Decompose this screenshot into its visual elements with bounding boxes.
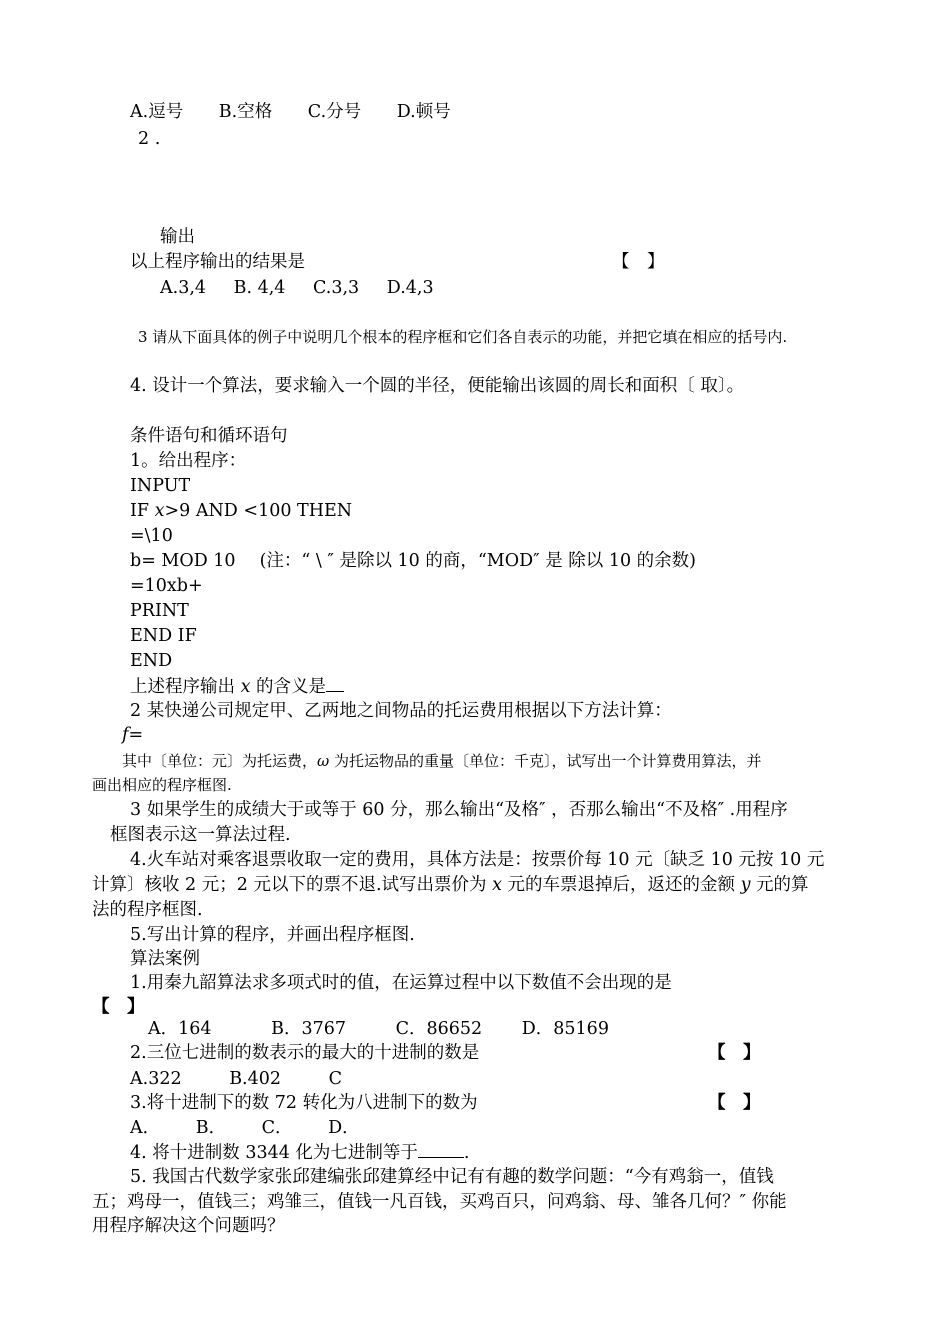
q2-option-c: C.3,3 [313,278,360,298]
code-line-assign: =10xb+ [130,576,203,596]
s1q2-omega: ω [317,752,330,770]
code-line-endif: END IF [130,626,197,646]
s1q4-var-y: y [740,875,751,895]
s1q2-formula [122,724,143,746]
code-line-print: PRINT [130,601,189,621]
s1q4-line2-part3: 元的算 [750,875,809,895]
code-if-keyword: IF [130,501,155,521]
s1q4-var-x: x [492,875,502,895]
code-line-input: INPUT [130,476,191,496]
s1q3-line1: 3 如果学生的成绩大于或等于 60 分，那么输出“及格″ ，否那么输出“不及格″ .用程序 [130,800,788,820]
s1q2-formula-text: f= [122,725,144,745]
s1q1-question-part-a: 上述程序输出 [130,677,241,697]
s2q2-option-c: C [328,1069,342,1089]
s1q3-line2: 框图表示这一算法过程. [110,825,291,845]
s2q3-answer-bracket: 【 】 [708,1093,761,1113]
s2q3-options [130,1117,360,1139]
q4-text: 4. 设计一个算法，要求输入一个圆的半径，便能输出该圆的周长和面积〔 取〕。 [130,376,745,396]
s1q4-line1: 4.火车站对乘客退票收取一定的费用，具体方法是：按票价每 10 元〔缺乏 10 元按 10 元 [130,850,825,870]
q2-output-label: 输出 [160,227,195,247]
s2q3-option-c: C． [261,1118,293,1138]
s2q2-options [130,1068,342,1090]
s1q2-desc-part-a: 其中〔单位：元〕为托运费， [122,752,318,770]
s2q3-option-d: D． [328,1118,360,1138]
s1q1-title: 1。给出程序： [130,451,247,471]
s2q1-answer-bracket: 【 】 [92,997,145,1017]
s2q4-question: 4. 将十进制数 3344 化为七进制等于 [130,1143,418,1163]
code-mod-note: (注：“ \ ″ 是除以 10 的商，“MOD″ 是 除以 10 的余数) [259,551,696,571]
s2q1-option-c: C．86652 [395,1019,483,1039]
s1q1-question-part-b: 的含义是 [250,677,326,697]
section-title-conditional-loop: 条件语句和循环语句 [130,426,288,446]
s2q3-option-a: A． [130,1118,161,1138]
s1q1-question-var: x [240,677,251,697]
s2q4-end: . [463,1143,470,1163]
s1q4-line2-part2: 元的车票退掉后，返还的金额 [501,875,741,895]
s2q2-text: 2.三位七进制的数表示的最大的十进制的数是 [130,1043,480,1063]
q1-options [130,101,451,123]
s2q1-options [148,1018,609,1040]
s2q5-line1: 5. 我国古代数学家张邱建编张邱建算经中记有有趣的数学问题：“今有鸡翁一，值钱 [130,1167,774,1187]
q1-option-b: B.空格 [218,102,273,122]
s2q5-line2: 五；鸡母一，值钱三；鸡雏三，值钱一凡百钱，买鸡百只，问鸡翁、母、雏各几何？″ 你能 [92,1192,787,1212]
s2q4-answer-blank [418,1141,464,1158]
s1q5-text: 5.写出计算的程序，并画出程序框图. [130,925,415,945]
s1q2-desc-line2: 画出相应的程序框图. [92,776,232,794]
s1q2-desc-line1 [122,750,762,772]
code-line-end: END [130,651,173,671]
s2q2-answer-bracket: 【 】 [708,1043,761,1063]
q2-prompt: 以上程序输出的结果是 [130,252,305,272]
q2-option-a: A.3,4 [160,278,207,298]
code-line-mod [130,550,696,572]
q2-option-d: D.4,3 [386,278,434,298]
q2-option-b: B. 4,4 [233,278,286,298]
q1-option-c: C.分号 [307,102,362,122]
q3-text: 3 请从下面具体的例子中说明几个根本的程序框和它们各自表示的功能，并把它填在相应的括号内. [138,328,788,346]
s1q4-line2-part1: 计算〕核收 2 元；2 元以下的票不退.试写出票价为 [92,875,493,895]
section-title-algorithm-cases: 算法案例 [130,949,200,969]
code-mod-statement: b= MOD 10 [130,551,236,571]
code-line-div: =\10 [130,526,173,546]
s2q1-option-a: A．164 [148,1019,212,1039]
q1-option-a: A.逗号 [130,102,184,122]
s1q2-desc-part-b: 为托运物品的重量〔单位：千克〕，试写出一个计算费用算法，并 [329,752,762,770]
q2-number: 2 . [138,129,161,149]
s2q3-text: 3.将十进制下的数 72 转化为八进制下的数为 [130,1093,478,1113]
q2-answer-bracket: 【 】 [612,252,665,272]
code-line-if [130,500,352,522]
s2q5-line3: 用程序解决这个问题吗？ [92,1216,285,1236]
s2q2-option-b: B.402 [229,1069,282,1089]
s2q3-option-b: B． [195,1118,227,1138]
code-if-condition: >9 AND <100 THEN [164,501,353,521]
code-if-var: x [154,501,165,521]
s1q1-question [130,675,344,698]
q2-options [160,277,434,299]
s2q1-option-d: D．85169 [521,1019,609,1039]
s2q4-text [130,1141,470,1164]
s1q2-text: 2 某快递公司规定甲、乙两地之间物品的托运费用根据以下方法计算： [130,701,672,721]
q1-option-d: D.顿号 [396,102,451,122]
s2q1-text: 1.用秦九韶算法求多项式时的值，在运算过程中以下数值不会出现的是 [130,973,672,993]
s2q2-option-a: A.322 [130,1069,182,1089]
s1q4-line2 [92,874,809,896]
s2q1-option-b: B．3767 [271,1019,347,1039]
s1q1-answer-blank [326,675,344,692]
s1q4-line3: 法的程序框图. [92,900,203,920]
